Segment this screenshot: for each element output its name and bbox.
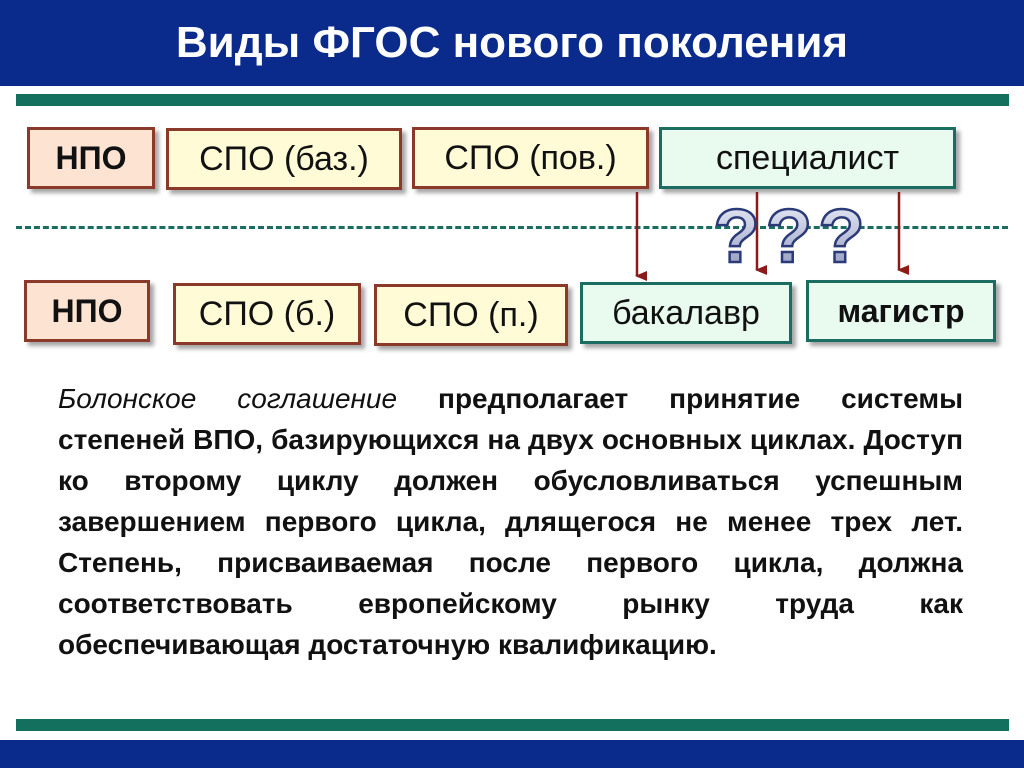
box-spo-b: СПО (б.) (173, 283, 361, 345)
paragraph-text: предполагает принятие системы степеней ВПО, базирующихся на двух основных циклах. Доступ ко второму циклу должен обусловливаться успешным завершением первого цикла, длящегося не менее трех лет. Степень, присваиваемая после первого цикла, должна соответствовать европейскому рынку труда как обеспечивающая достаточную квалификацию. (58, 383, 963, 660)
bottom-divider (16, 719, 1009, 731)
box-npo-bottom: НПО (24, 280, 150, 342)
box-spo-base: СПО (баз.) (166, 128, 402, 190)
paragraph-italic-lead: Болонское соглашение (58, 383, 398, 414)
box-npo-top: НПО (27, 127, 155, 189)
box-spo-advanced: СПО (пов.) (412, 127, 649, 189)
box-bachelor: бакалавр (580, 282, 792, 344)
question-mark-icon: ??? (713, 194, 871, 279)
bottom-bar (0, 740, 1024, 768)
box-master: магистр (806, 280, 996, 342)
slide-title: Виды ФГОС нового поколения (175, 18, 849, 67)
box-spo-p: СПО (п.) (374, 284, 568, 346)
bologna-paragraph (58, 378, 963, 665)
box-specialist: специалист (659, 127, 956, 189)
